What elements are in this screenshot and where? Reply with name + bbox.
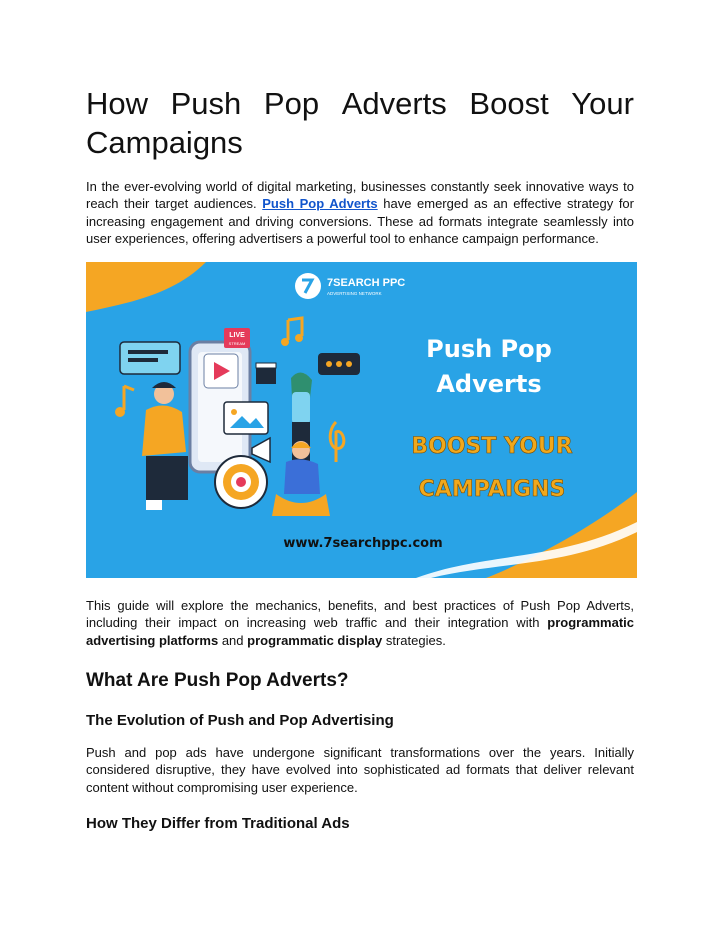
- chat-bubble-icon: [120, 342, 180, 374]
- svg-text:STREAM: STREAM: [228, 341, 246, 346]
- section-heading: What Are Push Pop Adverts?: [86, 670, 349, 691]
- guide-text: This guide will explore the mechanics, benefits, and best practices of Push Pop Adverts, including their impact on increasing web traffic and their integration with: [86, 598, 634, 631]
- clapper-icon: [256, 363, 276, 384]
- title-line-1: [86, 84, 634, 123]
- typing-bubble-icon: [318, 353, 360, 375]
- page-title: [86, 84, 634, 162]
- guide-text: strategies.: [382, 632, 446, 648]
- subheading-evolution: The Evolution of Push and Pop Advertising: [86, 712, 394, 729]
- 7search-logo-icon: [295, 273, 321, 299]
- banner-sub-line2: CAMPAIGNS: [418, 477, 566, 502]
- intro-text: In the ever-evolving world of digital marketing, businesses constantly seek innovative ways to reach their target audiences.: [86, 179, 634, 212]
- intro-paragraph: [86, 178, 634, 247]
- title-line-2: Campaigns: [86, 125, 243, 160]
- guide-paragraph: [86, 597, 634, 649]
- title-word: Boost: [469, 86, 549, 121]
- image-card-icon: [224, 402, 268, 434]
- intro-text-cont: have emerged as an effective strategy for increasing engagement and driving conversions. These ad formats integrate seamlessly into user experiences, offering advertisers a powerful tool to enhance campaign performance.: [86, 196, 634, 246]
- subheading-differ: How They Differ from Traditional Ads: [86, 815, 350, 832]
- banner-headline-line1: Push Pop: [426, 335, 552, 363]
- banner-headline-line2: Adverts: [436, 370, 542, 398]
- svg-text:LIVE: LIVE: [229, 332, 245, 339]
- banner-url: www.7searchppc.com: [283, 536, 443, 551]
- play-button-icon: [204, 354, 238, 388]
- logo-tagline: ADVERTISING NETWORK: [327, 291, 382, 296]
- logo-name: 7SEARCH PPC: [327, 277, 406, 289]
- title-word: How: [86, 86, 149, 121]
- live-stream-badge: [224, 328, 250, 348]
- banner-sub-line1: BOOST YOUR: [411, 434, 573, 459]
- hero-banner-image: [86, 262, 637, 578]
- target-icon: [215, 456, 267, 508]
- banner-graphic: [86, 262, 637, 578]
- push-pop-adverts-link[interactable]: Push Pop Adverts: [262, 196, 378, 212]
- title-word: Push: [170, 86, 242, 121]
- title-word: Pop: [263, 86, 320, 121]
- title-word: Your: [571, 86, 634, 121]
- guide-text: and: [218, 632, 248, 648]
- evolution-paragraph: Push and pop ads have undergone significant transformations over the years. Initially considered disruptive, they have evolved into sophisticated ad formats that deliver relevant content without compromising user experience.: [86, 745, 634, 795]
- title-word: Adverts: [341, 86, 447, 121]
- bold-programmatic-platforms: programmatic advertising platforms: [86, 615, 634, 648]
- bold-programmatic-display: programmatic display: [247, 632, 383, 648]
